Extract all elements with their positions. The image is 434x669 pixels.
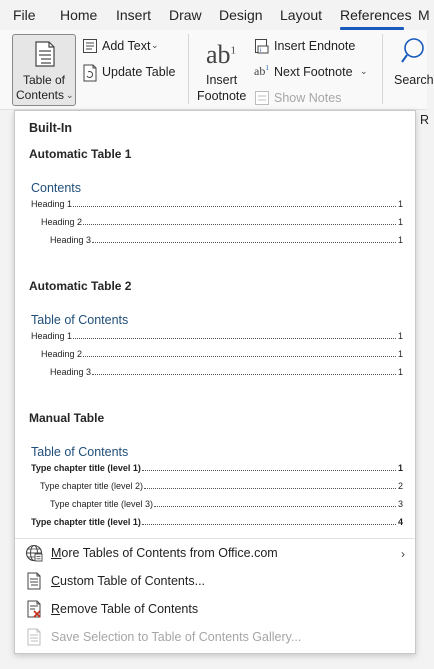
tab-layout[interactable]: Layout <box>280 7 323 23</box>
tab-mailings[interactable]: M <box>418 7 430 23</box>
tab-draw[interactable]: Draw <box>169 7 202 23</box>
show-notes-icon <box>254 90 270 106</box>
toc-preview-line: Heading 2 1 <box>41 349 403 359</box>
show-notes-button[interactable]: Show Notes <box>274 91 342 105</box>
insert-endnote-icon <box>254 38 270 54</box>
table-of-contents-icon <box>33 41 57 67</box>
toc-preview-line: Heading 1 1 <box>31 331 403 341</box>
table-of-contents-button[interactable] <box>12 34 76 106</box>
tab-references[interactable]: References <box>340 7 412 23</box>
ribbon-group-label-cut: R <box>420 113 430 127</box>
toc-preview-line: Type chapter title (level 1) 4 <box>31 517 403 527</box>
insert-footnote-label-2[interactable]: Footnote <box>197 89 247 103</box>
chevron-right-icon: › <box>401 547 405 561</box>
gallery-item-name: Automatic Table 2 <box>29 279 132 293</box>
svg-text:i: i <box>260 48 262 54</box>
save-to-gallery-icon <box>25 628 43 646</box>
remove-toc-label: Remove Table of Contents <box>51 602 199 616</box>
chevron-down-icon: ⌄ <box>151 40 159 50</box>
toc-label-line1: Table of <box>22 73 66 87</box>
tab-design[interactable]: Design <box>219 7 263 23</box>
next-footnote-icon: $ab^1$ <box>254 64 269 78</box>
gallery-item-automatic-table-1[interactable] <box>15 141 415 251</box>
chevron-down-icon: ⌄ <box>66 90 74 100</box>
toc-preview-line: Type chapter title (level 1) 1 <box>31 463 403 473</box>
toc-preview-title: Contents <box>31 181 82 195</box>
gallery-item-name: Automatic Table 1 <box>29 147 132 161</box>
chevron-down-icon: ⌄ <box>360 66 368 76</box>
custom-toc-label: Custom Table of Contents... <box>51 574 206 588</box>
save-selection-label: Save Selection to Table of Contents Gallery... <box>51 630 302 644</box>
toc-preview-line: Type chapter title (level 3) 3 <box>50 499 403 509</box>
tab-insert[interactable]: Insert <box>116 7 152 23</box>
custom-table-of-contents-item[interactable] <box>15 567 415 595</box>
globe-icon <box>25 544 43 562</box>
custom-toc-icon <box>25 572 43 590</box>
add-text-button[interactable]: Add Text <box>102 39 151 53</box>
insert-footnote-icon: $ab^1$ <box>206 40 237 69</box>
save-selection-to-gallery-item[interactable] <box>15 623 415 651</box>
ribbon-tabs <box>0 0 430 30</box>
more-tables-of-contents-item[interactable] <box>15 539 415 567</box>
toc-preview-line: Heading 3 1 <box>50 235 403 245</box>
insert-endnote-button[interactable]: Insert Endnote <box>274 39 356 53</box>
toc-preview-line: Heading 1 1 <box>31 199 403 209</box>
toc-dropdown-menu <box>14 110 416 654</box>
toc-preview-line: Heading 2 1 <box>41 217 403 227</box>
remove-toc-icon <box>25 600 43 618</box>
toc-preview-line: Type chapter title (level 2) 2 <box>40 481 403 491</box>
remove-table-of-contents-item[interactable] <box>15 595 415 623</box>
tab-home[interactable]: Home <box>60 7 98 23</box>
more-tables-label: More Tables of Contents from Office.com <box>51 546 278 560</box>
builtin-header: Built-In <box>29 121 73 135</box>
gallery-item-automatic-table-2[interactable] <box>15 273 415 383</box>
gallery-item-manual-table[interactable] <box>15 405 415 529</box>
toc-preview-title: Table of Contents <box>31 313 129 327</box>
search-icon <box>400 36 426 68</box>
update-table-icon <box>82 64 98 82</box>
next-footnote-button[interactable]: Next Footnote <box>274 65 353 79</box>
ribbon-separator <box>188 34 189 104</box>
ribbon-separator <box>382 34 383 104</box>
search-button[interactable]: Search <box>394 73 434 87</box>
gallery-item-name: Manual Table <box>29 411 105 425</box>
toc-preview-title: Table of Contents <box>31 445 129 459</box>
tab-file[interactable]: File <box>13 7 36 23</box>
add-text-icon <box>82 38 98 54</box>
toc-preview-line: Heading 3 1 <box>50 367 403 377</box>
ribbon-panel <box>0 30 434 127</box>
insert-footnote-label-1[interactable]: Insert <box>206 73 238 87</box>
toc-label-line2: Contents <box>15 88 65 102</box>
update-table-button[interactable]: Update Table <box>102 65 176 79</box>
